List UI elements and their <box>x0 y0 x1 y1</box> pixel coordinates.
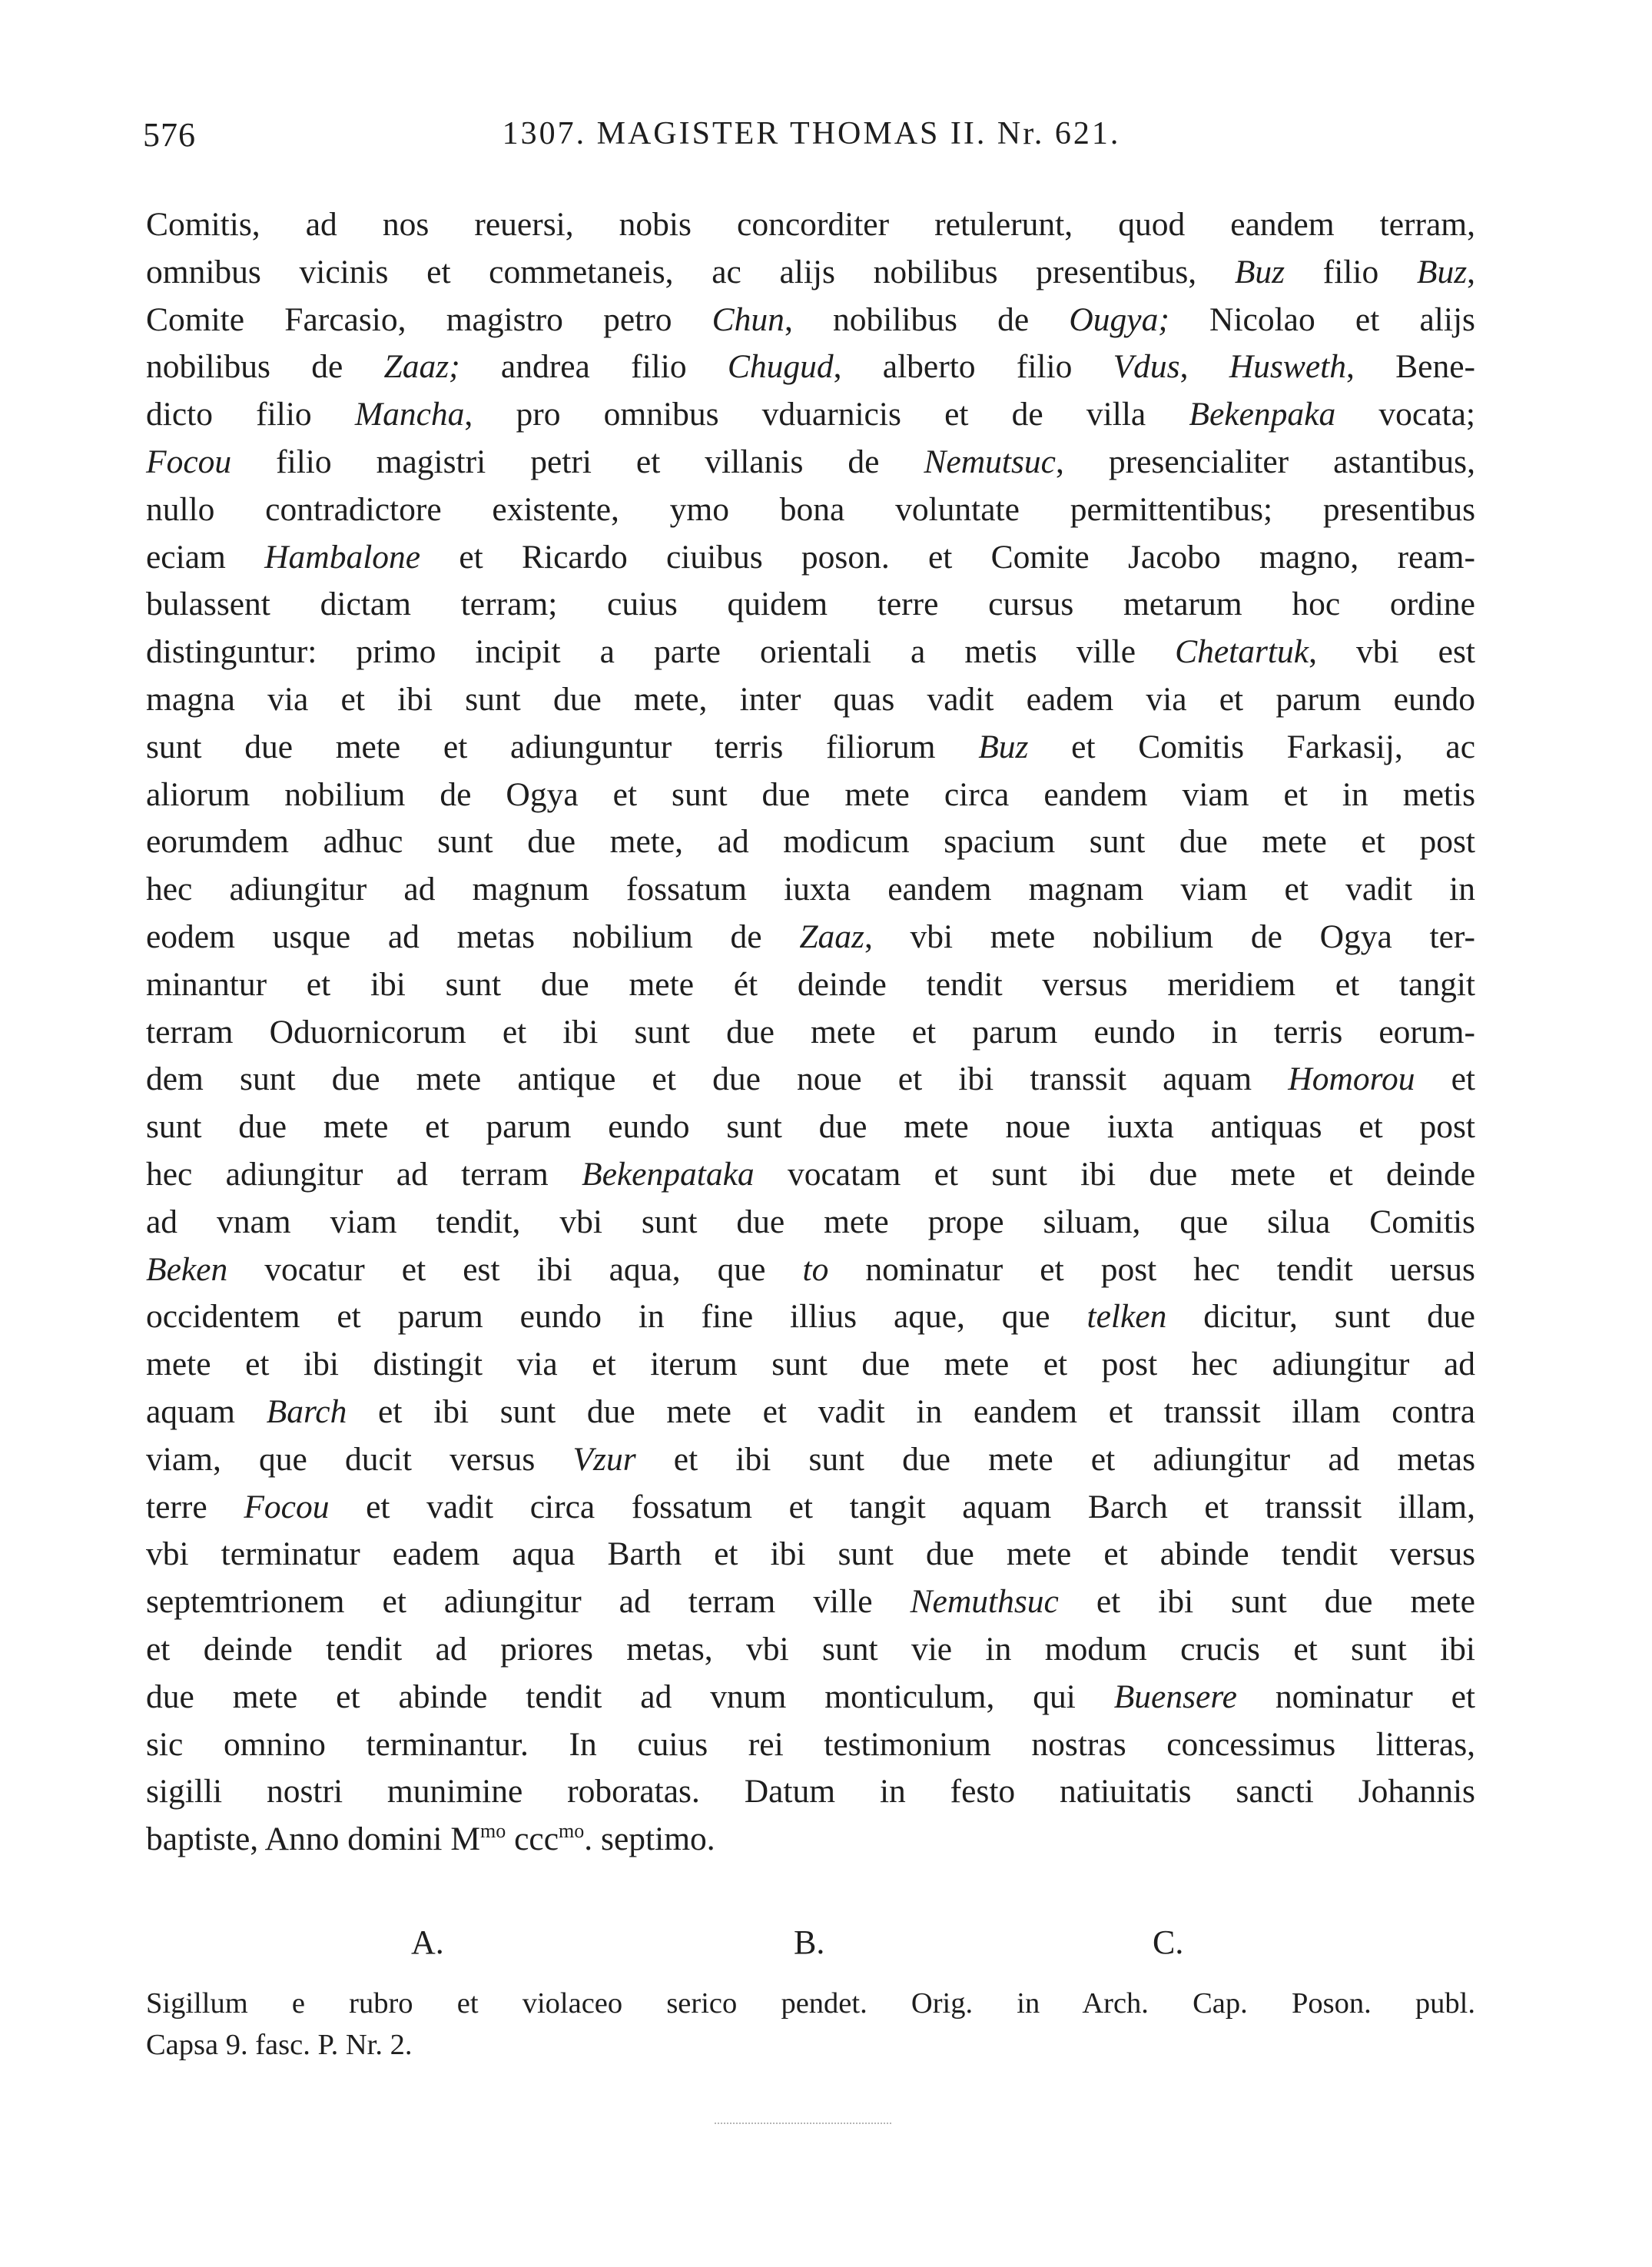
text-run: sigilli nostri munimine roboratas. Datum in festo natiuitatis sancti Johannis <box>146 1773 1475 1811</box>
text-line <box>146 1721 1475 1769</box>
text-run: et ibi sunt due mete et vadit in eandem et transsit illam contra <box>347 1392 1475 1430</box>
italic-name: Mancha <box>354 396 465 433</box>
text-line <box>146 724 1475 772</box>
text-run: minantur et ibi sunt due mete ét deinde tendit versus meridiem et tangit <box>146 965 1475 1003</box>
text-line <box>146 629 1475 676</box>
italic-name: Nemuthsuc <box>910 1583 1059 1621</box>
text-run: terram Oduornicorum et ibi sunt due mete et parum eundo in terris eorum- <box>146 1013 1475 1051</box>
text-line <box>146 1768 1475 1816</box>
seal-labels <box>0 1923 1652 1969</box>
archival-note <box>146 1983 1475 2066</box>
text-line <box>146 866 1475 914</box>
seal-label-c: C. <box>1153 1923 1184 1961</box>
text-run: et ibi sunt due mete et adiungitur ad metas <box>635 1440 1475 1478</box>
text-line <box>146 961 1475 1009</box>
text-line <box>146 1626 1475 1674</box>
text-run: aliorum nobilium de Ogya et sunt due mete circa eandem viam et in metis <box>146 775 1475 813</box>
italic-name: Bekenpataka <box>582 1155 755 1193</box>
text-run: nominatur et post hec tendit uersus <box>828 1250 1475 1288</box>
text-run: dicto filio <box>146 396 355 433</box>
text-line <box>146 914 1475 961</box>
text-run: vocatur et est ibi aqua, que <box>227 1250 803 1288</box>
text-run: . septimo. <box>584 1821 715 1858</box>
text-line <box>146 439 1475 486</box>
text-run: dem sunt due mete antique et due noue et ibi transsit aquam <box>146 1060 1289 1098</box>
text-line <box>146 581 1475 629</box>
text-run: Comitis, ad nos reuersi, nobis concorditer retulerunt, quod eandem terram, <box>146 206 1475 243</box>
text-run: , presencialiter astantibus, <box>1055 443 1475 480</box>
text-run: magna via et ibi sunt due mete, inter quas vadit eadem via et parum eundo <box>146 680 1475 718</box>
text-run: vocata; <box>1335 396 1475 433</box>
text-line <box>146 1578 1475 1626</box>
text-run: Nicolao et alijs <box>1169 300 1475 338</box>
italic-name: Buz <box>1416 253 1468 290</box>
text-run: , alberto filio <box>833 348 1113 386</box>
text-run: dicitur, sunt due <box>1166 1298 1475 1336</box>
text-run: et Comitis Farkasij, ac <box>1028 728 1475 765</box>
text-run: , vbi mete nobilium de Ogya ter- <box>864 918 1475 955</box>
text-line <box>146 1293 1475 1341</box>
text-line <box>146 1389 1475 1436</box>
seal-label-b: B. <box>794 1923 825 1961</box>
text-run: eorumdem adhuc sunt due mete, ad modicum spacium sunt due mete et post <box>146 823 1475 861</box>
text-line <box>146 1246 1475 1294</box>
italic-name: to <box>802 1250 829 1288</box>
italic-name: Husweth <box>1229 348 1346 386</box>
text-run: eciam <box>146 538 265 576</box>
text-run: , nobilibus de <box>784 300 1070 338</box>
text-run: , vbi est <box>1309 633 1475 671</box>
running-title: 1307. MAGISTER THOMAS II. Nr. 621. <box>502 116 1121 151</box>
text-run: bulassent dictam terram; cuius quidem terre cursus metarum hoc ordine <box>146 586 1475 623</box>
italic-name: telken <box>1086 1298 1167 1336</box>
text-run: sic omnino terminantur. In cuius rei testimonium nostras concessimus litteras, <box>146 1725 1475 1763</box>
text-line <box>146 1104 1475 1151</box>
text-line <box>146 1199 1475 1246</box>
seal-label-a: A. <box>411 1923 444 1961</box>
superscript: mo <box>559 1820 585 1843</box>
italic-name: Chun <box>712 300 785 338</box>
italic-name: Chugud <box>727 348 834 386</box>
text-run: septemtrionem et adiungitur ad terram ville <box>146 1583 911 1621</box>
text-run: nullo contradictore existente, ymo bona voluntate permittentibus; presentibus <box>146 490 1475 528</box>
charter-text <box>146 201 1475 1864</box>
italic-name: Hambalone <box>264 538 421 576</box>
superscript: mo <box>480 1820 506 1843</box>
italic-name: Barch <box>266 1392 347 1430</box>
text-line <box>146 1436 1475 1484</box>
text-run: et ibi sunt due mete <box>1058 1583 1475 1621</box>
text-line <box>146 1531 1475 1578</box>
text-run: hec adiungitur ad terram <box>146 1155 582 1193</box>
text-line <box>146 1341 1475 1389</box>
text-run: vbi terminatur eadem aqua Barth et ibi sunt due mete et abinde tendit versus <box>146 1535 1475 1573</box>
italic-name: Vdus <box>1113 348 1180 386</box>
text-line <box>146 534 1475 582</box>
text-run: et deinde tendit ad priores metas, vbi sunt vie in modum crucis et sunt ibi <box>146 1630 1475 1668</box>
italic-name: Zaaz <box>799 918 864 955</box>
italic-name: Vzur <box>572 1440 636 1478</box>
text-line <box>146 1674 1475 1721</box>
text-run: hec adiungitur ad magnum fossatum iuxta eandem magnam viam et vadit in <box>146 871 1475 908</box>
text-run: filio <box>1285 253 1417 290</box>
text-run: et Ricardo ciuibus poson. et Comite Jacobo magno, ream- <box>420 538 1475 576</box>
text-run: Comite Farcasio, magistro petro <box>146 300 712 338</box>
text-line <box>146 1983 1475 2024</box>
italic-name: Buensere <box>1113 1678 1237 1715</box>
text-run: nominatur et <box>1236 1678 1475 1715</box>
text-run: Capsa 9. fasc. P. Nr. 2. <box>146 2029 413 2061</box>
italic-name: Homorou <box>1288 1060 1415 1098</box>
italic-name: Bekenpaka <box>1189 396 1336 433</box>
text-line <box>146 1151 1475 1199</box>
text-run: sunt due mete et adiunguntur terris filiorum <box>146 728 979 765</box>
text-run: due mete et abinde tendit ad vnum monticulum, qui <box>146 1678 1114 1715</box>
text-run: vocatam et sunt ibi due mete et deinde <box>754 1155 1476 1193</box>
italic-name: Beken <box>146 1250 228 1288</box>
text-run: et vadit circa fossatum et tangit aquam Barch et transsit illam, <box>329 1488 1475 1525</box>
italic-name: Ougya; <box>1069 300 1169 338</box>
italic-name: Focou <box>146 443 232 480</box>
italic-name: Zaaz; <box>383 348 460 386</box>
text-run: , Bene- <box>1346 348 1476 386</box>
text-line <box>146 486 1475 534</box>
text-line <box>146 676 1475 724</box>
text-run: occidentem et parum eundo in fine illius aque, que <box>146 1298 1087 1336</box>
text-run: aquam <box>146 1392 267 1430</box>
text-line <box>146 249 1475 297</box>
text-run: andrea filio <box>459 348 728 386</box>
italic-name: Nemutsuc <box>924 443 1056 480</box>
text-run: , <box>1179 348 1229 386</box>
text-line <box>146 1816 1475 1864</box>
text-line <box>146 1009 1475 1057</box>
text-run: eodem usque ad metas nobilium de <box>146 918 800 955</box>
bottom-rule-mark <box>715 2123 891 2126</box>
text-run: distinguntur: primo incipit a parte orientali a metis ville <box>146 633 1176 671</box>
text-line <box>146 1484 1475 1532</box>
text-line <box>146 1056 1475 1104</box>
italic-name: Chetartuk <box>1175 633 1309 671</box>
text-run: ccc <box>506 1821 559 1858</box>
text-run: Sigillum e rubro et violaceo serico pendet. Orig. in Arch. Cap. Poson. publ. <box>146 1987 1475 2020</box>
text-run: baptiste, Anno domini M <box>146 1821 480 1858</box>
text-run: sunt due mete et parum eundo sunt due mete noue iuxta antiquas et post <box>146 1108 1475 1146</box>
text-run: terre <box>146 1488 244 1525</box>
text-line <box>146 201 1475 249</box>
text-line <box>146 297 1475 344</box>
italic-name: Buz <box>1234 253 1285 290</box>
text-line <box>146 818 1475 866</box>
text-line <box>146 2024 1475 2066</box>
text-line <box>146 772 1475 819</box>
running-head <box>143 115 1480 169</box>
text-run: filio magistri petri et villanis de <box>231 443 924 480</box>
text-run: , pro omnibus vduarnicis et de villa <box>464 396 1189 433</box>
text-run: nobilibus de <box>146 348 384 386</box>
text-line <box>146 344 1475 391</box>
text-run: et <box>1415 1060 1475 1098</box>
text-run: mete et ibi distingit via et iterum sunt due mete et post hec adiungitur ad <box>146 1346 1475 1383</box>
text-run: viam, que ducit versus <box>146 1440 573 1478</box>
text-run: ad vnam viam tendit, vbi sunt due mete prope siluam, que silua Comitis <box>146 1203 1475 1240</box>
text-run: , <box>1467 253 1475 290</box>
italic-name: Focou <box>244 1488 330 1525</box>
italic-name: Buz <box>978 728 1029 765</box>
text-run: omnibus vicinis et commetaneis, ac alijs nobilibus presentibus, <box>146 253 1235 290</box>
page-number: 576 <box>143 116 196 154</box>
text-line <box>146 391 1475 439</box>
